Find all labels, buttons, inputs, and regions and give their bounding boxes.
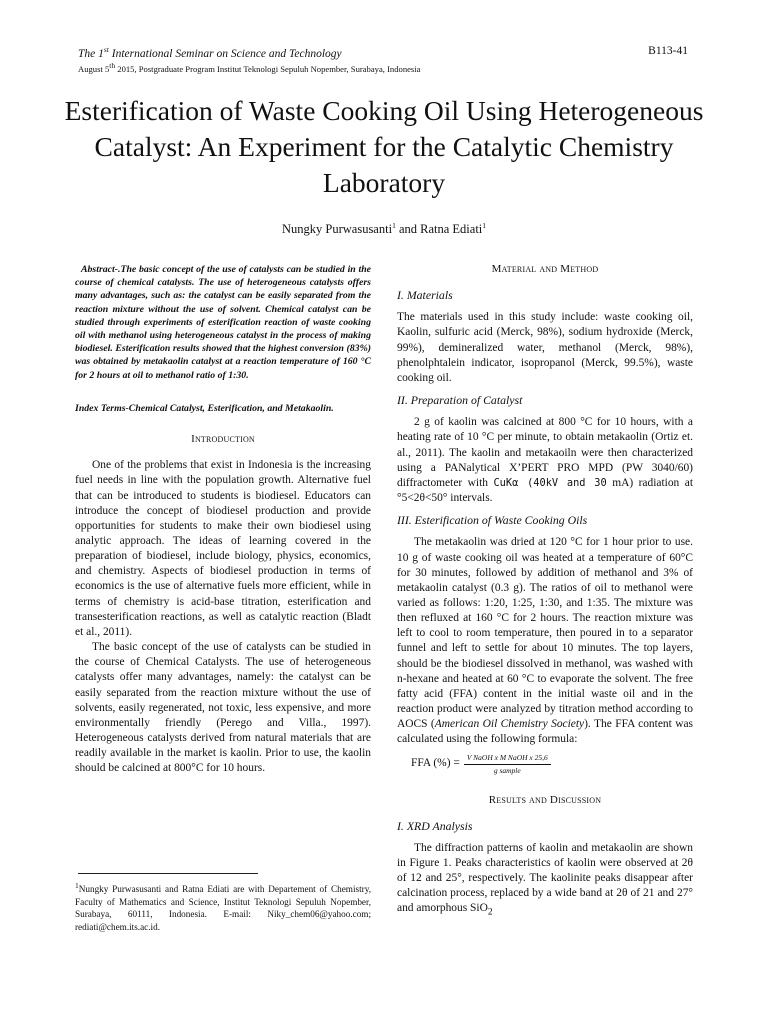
preparation-heading: II. Preparation of Catalyst (397, 393, 523, 408)
footnote: $^1$Nungky Purwasusanti and Ratna Ediati are with Departement of Chemistry, Faculty of Mathematics and Science, Institut Teknologi Sepuluh Nopember, Surabaya, 60111, Indonesia. E-mail: Niky_chem06@yahoo.com; rediati@chem.its.ac.id. (75, 881, 371, 932)
conference-venue: August 5th 2015, Postgraduate Program Institut Teknologi Sepuluh Nopember, Surabaya, Indonesia (78, 61, 421, 74)
xrd-heading: I. XRD Analysis (397, 818, 473, 833)
right-column (397, 262, 693, 920)
index-terms: Index Terms-Chemical Catalyst, Esterification, and Metakaolin. (75, 402, 334, 414)
method-heading: Material and Method (491, 263, 599, 275)
xrd-paragraph: The diffraction patterns of kaolin and metakaolin are shown in Figure 1. Peaks characteristics of kaolin were observed at 2θ of 12 and 25°, respectively. The kaolinite peaks disappear after calcination process, replaced by a wide band at 2θ of 21 and 27° and amorphous SiO$_2$ (397, 841, 693, 918)
introduction-heading: Introduction (191, 433, 255, 446)
abstract: Abstract-.The basic concept of the use of catalysts can be studied in the course of chemical catalysts. The use of heterogeneous catalysts offers many advantages, such as: the catalyst can be easily separated from the reaction mixture without the use of solvent. Chemical catalyst can be studied through experiments of esterification reaction of waste cooking oil with methanol using heterogeneous catalyst in the process of making biodiesel. Esterification results showed that the highest conversion (83%) was obtained by metakaolin catalyst at a reaction temperature of 160 °C for 2 hours at oil to methanol ratio of 1:30. (75, 264, 371, 381)
conference-name: The 1st International Seminar on Science and Technology (78, 45, 342, 60)
results-heading: Results and Discussion (488, 793, 602, 806)
intro-paragraph-1: One of the problems that exist in Indonesia is the increasing fuel needs in line with the population growth. Alternative fuel that can be introduced to students is biodiesel. Educators can introduce the concept of biodiesel production and provide opportunities for students to make their own biodiesel using analytic approach. The ideas of learning covered in the preparation of biodiesel, include biology, physics, economics, and chemistry. Aspects of biodiesel production in terms of economics is the use of alternative fuels more efficient, while in terms of chemistry is acid-base titration, esterification and transesterification reactions, as well as catalytic reaction (Bladt et al., 2011). (75, 459, 371, 638)
esterification-heading: III. Esterification of Waste Cooking Oils (397, 513, 588, 528)
paper-id: B113-41 (648, 45, 688, 57)
formula-fraction: $\frac{\text{V NaOH x M NaOH x 25,6}}{\text{g sample}}$ (464, 753, 551, 776)
footnote-rule (78, 873, 258, 874)
paper-title: Esterification of Waste Cooking Oil Using Heterogeneous Catalyst: An Experiment for the Catalytic Chemistry Laboratory (64, 95, 704, 198)
left-column (75, 262, 371, 776)
materials-heading: I. Materials (397, 288, 453, 303)
esterification-paragraph: The metakaolin was dried at 120 °C for 1 hour prior to use. 10 g of waste cooking oil was heated at a temperature of 60°C for 30 minutes, followed by addition of methanol and 3% of metakaolin catalyst (0.3 g). The ratios of oil to methanol were varied as follows: 1:20, 1:25, 1:30, and 1:35. The mixture was then refluxed at 160 °C for 2 hours. The reaction mixture was left to cool to room temperature, then poured in to a separator funnel and left to settle for about 10 minutes. The top layers, should be the biodiesel dissolved in methanol, was washed with n-hexane and heated at 60 °C to evaporate the solvent. The free fatty acid (FFA) content in the initial waste oil and in the reaction product were analyzed by titration method according to AOCS (American Oil Chemistry Society). The FFA content was calculated using the following formula: (397, 536, 693, 746)
intro-paragraph-2: The basic concept of the use of catalysts can be studied in the course of Chemical Catalysts. The use of heterogeneous catalysts offer many advantages, namely: the catalyst can be easily separated from the reaction mixture without the use of solvents, easily regenerated, not toxic, less expensive, and more environmentally friendly (Perego and Villa., 1997). Heterogeneous catalysts derived from natural materials that are readily available in the market is kaolin. Prior to use, the kaolin should be calcined at 800°C for 10 hours. (75, 641, 371, 775)
ffa-formula: FFA (%) = $\frac{\text{V NaOH x M NaOH x 25,6}}{\text{g sample}}$ (411, 753, 693, 776)
authors: Nungky Purwasusanti$^1$ and Ratna Ediati$^1$ (281, 221, 487, 237)
preparation-paragraph: 2 g of kaolin was calcined at 800 °C for 10 hours, with a heating rate of 10 °C per minute, to obtain metakaolin (Ortiz et. al., 2011). The kaolin and metakaoiln were then characterized using a PANalytical X’PERT PRO MPD (PW 3040/60) diffractometer with CuKα (40kV and 30 mA) radiation at °5<2θ<50° intervals. (397, 416, 694, 505)
materials-paragraph: The materials used in this study include: waste cooking oil, Kaolin, sulfuric acid (Merck, 98%), sodium hydroxide (Merck, 99%), demineralized water, methanol (Merck, 98%), phenolphtalein indicator, isopropanol (Merck, 99.5%), waste cooking oil. (397, 311, 693, 384)
